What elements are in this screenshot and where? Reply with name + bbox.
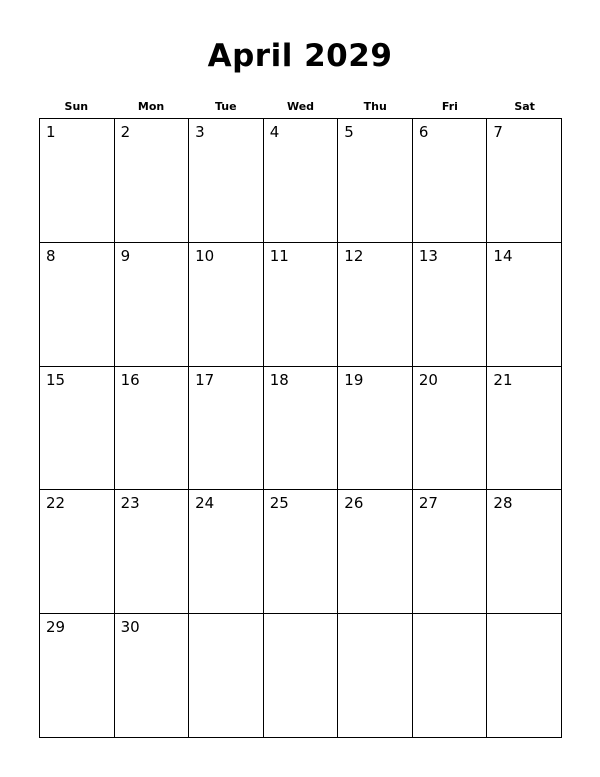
day-number: 20	[418, 370, 438, 389]
day-cell	[189, 243, 264, 367]
day-number: 19	[344, 370, 364, 389]
day-cell	[189, 490, 264, 614]
weekday-header-wed: Wed	[286, 100, 315, 113]
day-cell	[115, 367, 190, 491]
day-cell	[338, 490, 413, 614]
day-cell	[40, 490, 115, 614]
day-cell	[487, 119, 562, 243]
day-number: 5	[344, 123, 354, 141]
empty-day-cell	[338, 614, 413, 738]
day-number: 8	[46, 246, 56, 265]
day-cell	[264, 490, 339, 614]
day-number: 2	[120, 123, 131, 141]
day-cell	[40, 367, 115, 491]
weekday-header-mon: Mon	[137, 100, 165, 113]
calendar-title: April 2029	[207, 38, 393, 74]
calendar-grid	[39, 118, 562, 738]
day-number: 24	[195, 494, 215, 513]
day-number: 21	[493, 370, 513, 389]
day-cell	[264, 243, 339, 367]
day-number: 3	[195, 123, 205, 141]
day-cell	[115, 614, 190, 738]
day-number: 18	[269, 370, 289, 389]
empty-day-cell	[189, 614, 264, 738]
day-cell	[487, 243, 562, 367]
weekday-header-thu: Thu	[363, 100, 387, 113]
weekday-header-tue: Tue	[214, 100, 237, 113]
day-cell	[115, 490, 190, 614]
day-cell	[413, 119, 488, 243]
day-cell	[413, 490, 488, 614]
day-number: 13	[418, 246, 438, 265]
day-number: 16	[120, 370, 140, 389]
day-cell	[338, 367, 413, 491]
weekday-header-row	[39, 99, 562, 115]
day-cell	[189, 119, 264, 243]
day-cell	[189, 367, 264, 491]
day-number: 15	[46, 370, 66, 389]
day-cell	[487, 490, 562, 614]
day-number: 12	[344, 246, 364, 265]
day-number: 23	[120, 494, 140, 513]
day-number: 14	[493, 246, 513, 265]
day-cell	[115, 119, 190, 243]
day-cell	[40, 243, 115, 367]
empty-day-cell	[487, 614, 562, 738]
day-number: 1	[46, 123, 56, 141]
empty-day-cell	[413, 614, 488, 738]
day-number: 29	[46, 618, 66, 637]
day-number: 9	[120, 246, 131, 265]
day-cell	[338, 119, 413, 243]
day-number: 17	[195, 370, 215, 389]
weekday-header-sun: Sun	[64, 100, 89, 113]
empty-day-cell	[264, 614, 339, 738]
day-number: 22	[46, 494, 66, 513]
day-number: 11	[269, 246, 289, 265]
day-number: 26	[344, 494, 364, 513]
day-number: 25	[269, 494, 289, 513]
day-cell	[338, 243, 413, 367]
day-number: 6	[418, 123, 429, 141]
day-cell	[40, 614, 115, 738]
day-number: 7	[493, 123, 503, 141]
day-number: 30	[120, 618, 140, 637]
weekday-header-sat: Sat	[514, 100, 535, 113]
weekday-header-fri: Fri	[441, 100, 458, 113]
day-number: 28	[493, 494, 513, 513]
day-cell	[264, 367, 339, 491]
day-number: 4	[269, 123, 280, 141]
day-number: 10	[195, 246, 215, 265]
day-cell	[40, 119, 115, 243]
day-cell	[413, 243, 488, 367]
day-cell	[264, 119, 339, 243]
day-number: 27	[418, 494, 438, 513]
day-cell	[115, 243, 190, 367]
day-cell	[413, 367, 488, 491]
day-cell	[487, 367, 562, 491]
